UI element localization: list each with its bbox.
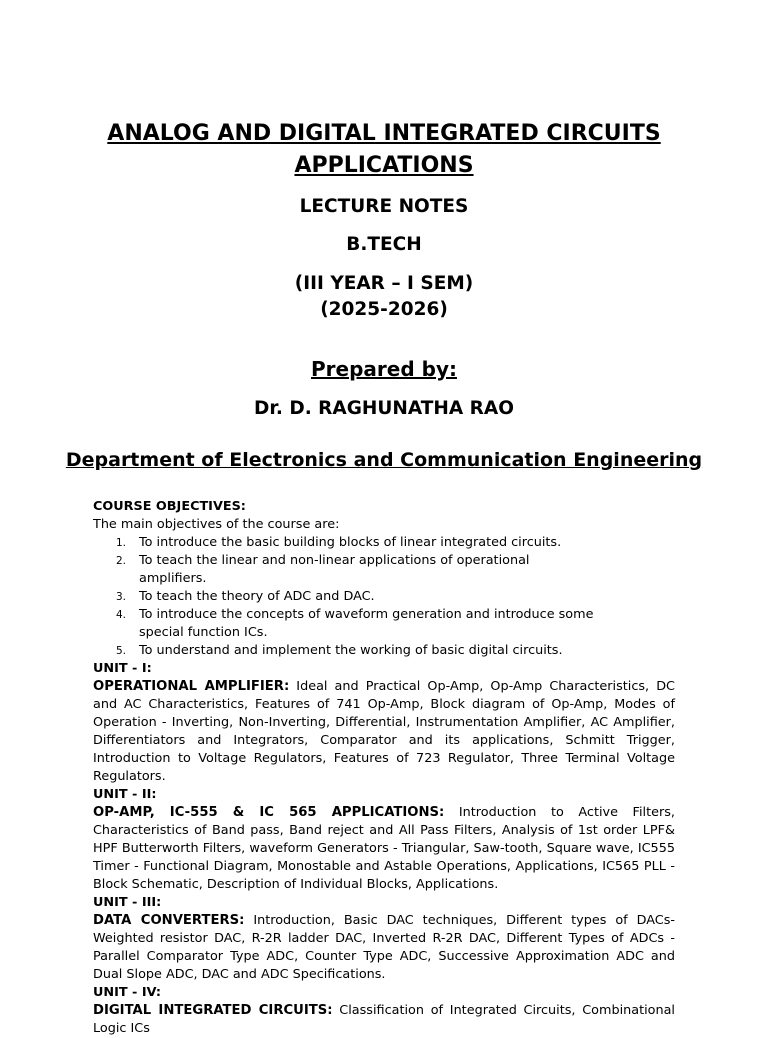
unit-1-heading: UNIT - I: <box>93 661 152 676</box>
unit-2-topic: OP-AMP, IC-555 & IC 565 APPLICATIONS: <box>93 805 445 820</box>
unit-1-topic: OPERATIONAL AMPLIFIER: <box>93 679 290 694</box>
list-item <box>93 642 599 660</box>
list-item-number: 5. <box>116 645 127 657</box>
unit-4-heading: UNIT - IV: <box>93 985 162 1000</box>
course-objectives-list <box>93 534 675 660</box>
unit-2-text: Introduction to Active Filters, Characteristics of Band pass, Band reject and All Pass Filters, Analysis of 1st order LPF& HPF Butterworth Filters, waveform Generators - Triangular, Saw-tooth, Square wave, IC555 Timer - Functional Diagram, Monostable and Astable Operations, Applications, IC565 PLL - Block Schematic, Description of Individual Blocks, Applications. <box>93 805 675 892</box>
title-line-1: ANALOG AND DIGITAL INTEGRATED CIRCUITS <box>107 121 661 146</box>
department-name: Department of Electronics and Communication Engineering <box>65 449 703 471</box>
academic-year-label: (2025-2026) <box>320 299 448 320</box>
course-objectives-heading: COURSE OBJECTIVES: <box>93 499 246 514</box>
author-name: Dr. D. RAGHUNATHA RAO <box>254 398 514 419</box>
unit-4-topic: DIGITAL INTEGRATED CIRCUITS: <box>93 1003 333 1018</box>
unit-3-topic: DATA CONVERTERS: <box>93 913 245 928</box>
unit-3-content <box>93 912 675 984</box>
list-item <box>93 588 599 606</box>
lecture-notes-label: LECTURE NOTES <box>299 196 469 217</box>
unit-4-text: Classification of Integrated Circuits, Combinational Logic ICs <box>93 1003 675 1036</box>
list-item-text: To understand and implement the working of basic digital circuits. <box>139 643 563 658</box>
title-line-2: APPLICATIONS <box>294 153 474 178</box>
list-item-number: 2. <box>116 555 127 567</box>
list-item <box>93 606 599 642</box>
syllabus-body <box>93 498 675 1038</box>
list-item <box>93 534 599 552</box>
year-sem-label: (III YEAR – I SEM) <box>294 273 474 294</box>
list-item-text: To teach the theory of ADC and DAC. <box>139 589 375 604</box>
list-item-number: 3. <box>116 591 127 603</box>
unit-2-heading: UNIT - II: <box>93 787 157 802</box>
list-item-number: 1. <box>116 537 127 549</box>
unit-4-content <box>93 1002 675 1038</box>
degree-label: B.TECH <box>346 234 422 255</box>
list-item <box>93 552 599 588</box>
list-item-text: To introduce the concepts of waveform generation and introduce some special function ICs. <box>139 607 594 640</box>
list-item-text: To introduce the basic building blocks of linear integrated circuits. <box>139 535 562 550</box>
unit-3-heading: UNIT - III: <box>93 895 162 910</box>
prepared-by-heading <box>0 357 768 383</box>
course-objectives-intro: The main objectives of the course are: <box>93 517 340 532</box>
unit-1-content <box>93 678 675 786</box>
document-title <box>0 118 768 182</box>
prepared-by-label: Prepared by: <box>311 357 457 381</box>
unit-1-text: Ideal and Practical Op-Amp, Op-Amp Characteristics, DC and AC Characteristics, Features of 741 Op-Amp, Block diagram of Op-Amp, Modes of Operation - Inverting, Non-Inverting, Differential, Instrumentation Amplifier, AC Amplifier, Differentiators and Integrators, Comparator and its applications, Schmitt Trigger, Introduction to Voltage Regulators, Features of 723 Regulator, Three Terminal Voltage Regulators. <box>93 679 675 784</box>
unit-3-text: Introduction, Basic DAC techniques, Different types of DACs-Weighted resistor DAC, R-2R ladder DAC, Inverted R-2R DAC, Different Types of ADCs - Parallel Comparator Type ADC, Counter Type ADC, Successive Approximation ADC and Dual Slope ADC, DAC and ADC Specifications. <box>93 913 676 982</box>
list-item-text: To teach the linear and non-linear applications of operational amplifiers. <box>139 553 530 586</box>
list-item-number: 4. <box>116 609 127 621</box>
unit-2-content <box>93 804 675 894</box>
